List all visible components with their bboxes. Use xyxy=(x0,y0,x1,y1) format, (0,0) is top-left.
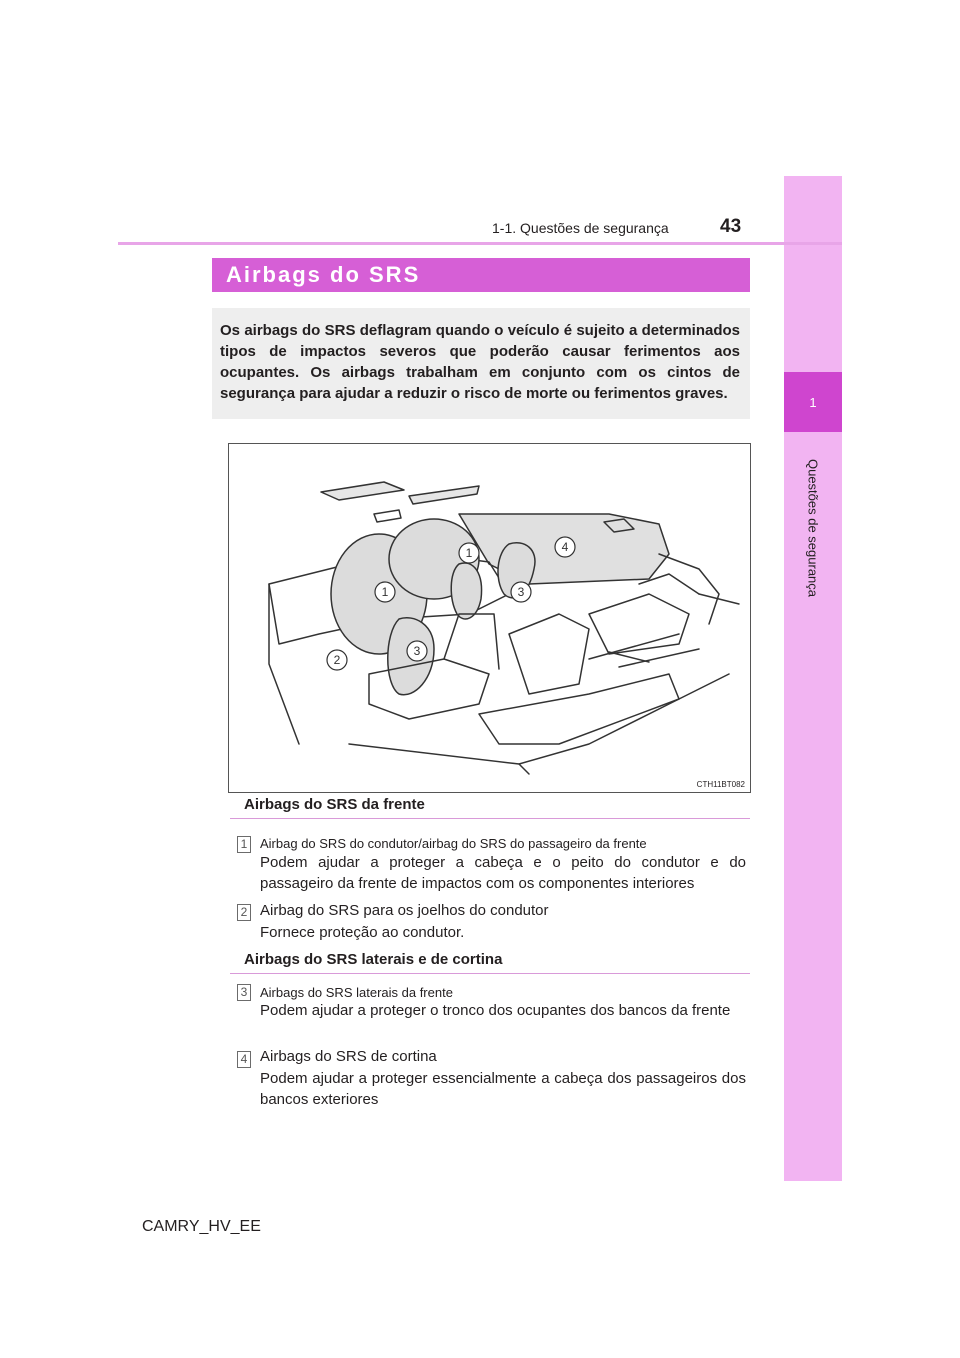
item-body: Fornece proteção ao condutor. xyxy=(260,924,465,941)
subheading-front-airbags: Airbags do SRS da frente xyxy=(244,796,425,813)
callout-label: 2 xyxy=(333,653,341,667)
item-body: Podem ajudar a proteger o tronco dos ocupantes dos bancos da frente xyxy=(260,1002,731,1019)
subheading-rule xyxy=(230,818,750,819)
car-interior-drawing xyxy=(229,444,750,792)
chapter-number: 1 xyxy=(784,372,842,432)
header-rule xyxy=(118,242,842,245)
callout-label: 1 xyxy=(465,546,473,560)
item-title: Airbags do SRS de cortina xyxy=(260,1048,437,1065)
chapter-side-tab xyxy=(784,176,842,1181)
item-title: Airbag do SRS para os joelhos do condutor xyxy=(260,902,549,919)
callout-label: 3 xyxy=(517,585,525,599)
item-title: Airbag do SRS do condutor/airbag do SRS do passageiro da frente xyxy=(260,836,647,851)
section-reference: 1-1. Questões de segurança xyxy=(492,220,669,236)
item-number: 1 xyxy=(237,836,251,853)
item-number: 2 xyxy=(237,904,251,921)
page-title: Airbags do SRS xyxy=(226,262,421,287)
chapter-label: Questões de segurança xyxy=(805,458,821,598)
title-bar xyxy=(212,258,750,292)
item-body: Podem ajudar a proteger a cabeça e o peito do condutor e do passageiro da frente de impactos com os componentes interiores xyxy=(260,854,746,892)
item-number: 4 xyxy=(237,1051,251,1068)
intro-box xyxy=(212,308,750,419)
footer-model-code: CAMRY_HV_EE xyxy=(142,1218,261,1235)
callout-label: 1 xyxy=(381,585,389,599)
item-body: Podem ajudar a proteger essencialmente a cabeça dos passageiros dos bancos exteriores xyxy=(260,1070,746,1108)
item-title: Airbags do SRS laterais da frente xyxy=(260,985,453,1000)
page-number: 43 xyxy=(720,216,742,237)
callout-label: 4 xyxy=(561,540,569,554)
airbag-illustration xyxy=(228,443,751,793)
callout-label: 3 xyxy=(413,644,421,658)
item-number: 3 xyxy=(237,984,251,1001)
subheading-rule xyxy=(230,973,750,974)
intro-text: Os airbags do SRS deflagram quando o veículo é sujeito a determinados tipos de impactos severos que poderão causar ferimentos aos ocupantes. Os airbags trabalham em conjunto com os cintos de segurança para ajudar a reduzir o risco de morte ou ferimentos graves. xyxy=(220,322,740,402)
figure-code: CTH11BT082 xyxy=(696,780,745,789)
subheading-side-curtain-airbags: Airbags do SRS laterais e de cortina xyxy=(244,951,503,968)
